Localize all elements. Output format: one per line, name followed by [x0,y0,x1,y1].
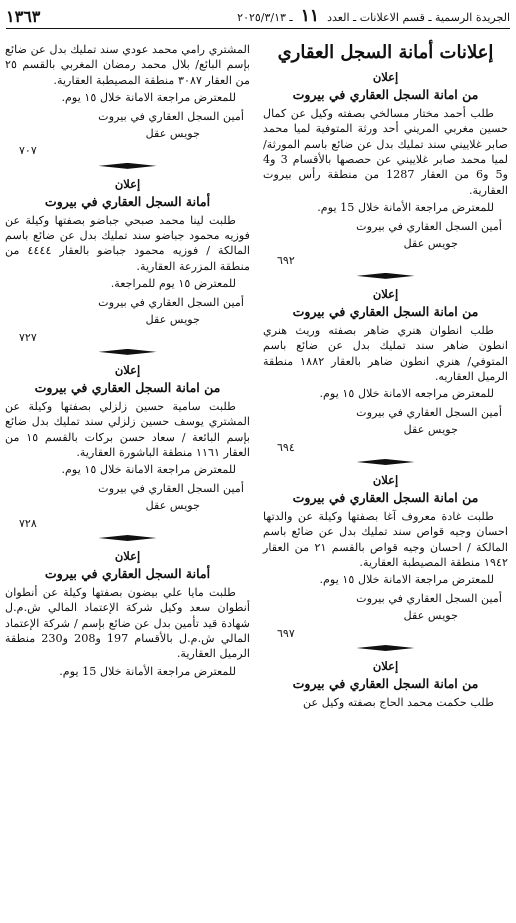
announcement [263,70,508,269]
announcement-body: طلب حكمت محمد الحاج بصفته وكيل عن [302,695,494,709]
announcement-body: طلبت سامية حسين زلزلي بصفتها وكيلة عن المشتري يوسف حسين زلزلي سند تمليك بدل ضائع بإسم البائعة / سعاد حسن بركات بالقسم ١٥ من العقار ١١٦١ منطقة الباشورة العقارية. [5,399,250,459]
registrar-title: أمين السجل العقاري في بيروت [356,591,502,605]
announcement [263,287,508,455]
announcement-label: إعلان [114,176,141,191]
signer-name: جويس عقل [145,127,200,141]
announcement-body: طلبت غادة معروف آغا بصفتها وكيلة عن والدتها احسان وجيه قواص سند تمليك بدل عن ضائع باسم المالكة / احسان وجيه قواص بالقسم ٢١ من العقار ١٩٤٢ منطقة المصيطبة العقارية. [263,509,508,569]
signer-name: جويس عقل [403,423,458,437]
objector-notice: للمعترض مراجعة الأمانة خلال 15 يوم. [317,201,494,215]
registrar-title: أمين السجل العقاري في بيروت [356,219,502,233]
divider [263,273,508,279]
objector-notice: للمعترض مراجعة الامانة خلال ١٥ يوم. [319,573,494,587]
registrar-title: أمين السجل العقاري في بيروت [98,481,244,495]
announcement-label: إعلان [114,548,141,563]
registrar-title: أمين السجل العقاري في بيروت [356,405,502,419]
divider [263,459,508,465]
signer-name: جويس عقل [145,313,200,327]
issue-date: ـ ٢٠٢٥/٣/١٣ [237,11,293,24]
registrar-title: أمين السجل العقاري في بيروت [98,295,244,309]
announcement-number: ٦٩٧ [277,626,295,640]
divider [5,163,250,169]
announcement-body: طلبت لينا محمد صبحي جباضو بصفتها وكيلة عن فوزيه محمود جباضو سند تمليك بدل عن ضائع باسم المالكة / فوزيه محمود جباضو بالعقار ٤٤٤٤ من منطقة المزرعة العقارية. [5,213,250,273]
divider [5,535,250,541]
left-column [5,42,250,679]
announcement-number: ٧٢٨ [19,516,37,530]
divider [263,645,508,651]
objector-notice: للمعترض مراجعة الامانة خلال ١٥ يوم. [61,463,236,477]
gazette-title: الجريدة الرسمية ـ قسم الاعلانات ـ العدد [327,11,510,24]
page-header [6,4,510,29]
objector-notice: للمعترض مراجعه الامانة خلال ١٥ يوم. [319,387,494,401]
announcement-number: ٧٠٧ [19,144,37,158]
announcement-label: إعلان [114,362,141,377]
header-title-group [237,6,510,26]
announcement-office: من امانة السجل العقاري في بيروت [292,490,479,506]
issue-number: ١١ [300,6,320,26]
section-title: إعلانات أمانة السجل العقاري [277,42,494,63]
announcement [5,177,250,345]
announcement [5,549,250,679]
objector-notice: للمعترض ١٥ يوم للمراجعة. [110,277,236,291]
announcement-label: إعلان [372,659,399,673]
signer-name: جويس عقل [403,237,458,251]
announcement-label: إعلان [372,70,399,84]
announcement-number: ٧٢٧ [19,330,37,344]
announcement [5,42,250,159]
announcement-label: إعلان [372,472,399,487]
announcement-body: طلب أحمد مختار مسالخي بصفته وكيل عن كمال حسين مغربي المريني أحد ورثة المتوفية لميا محمد صابر غلاييني سند تمليك بدل عن ضائع باسم المورثة/لميا محمد صابر غلاييني عن حصصها بالأقسام 3 و4 و5 و6 من العقار 1287 من منطقة رأس بيروت العقارية. [263,106,508,197]
announcement-office: أمانة السجل العقاري في بيروت [44,194,211,210]
announcement-office: من امانة السجل العقاري في بيروت [292,87,479,103]
page-number: ١٣٦٣ [6,6,41,26]
right-column [263,38,508,710]
announcement-office: من امانة السجل العقاري في بيروت [34,380,221,396]
announcement-office: أمانة السجل العقاري في بيروت [44,566,211,582]
announcement-label: إعلان [372,286,399,301]
announcement-number: ٦٩٤ [277,440,295,454]
signer-name: جويس عقل [403,609,458,623]
divider [5,349,250,355]
objector-notice: للمعترض مراجعة الامانة خلال ١٥ يوم. [61,91,236,105]
announcement-body: طلب انطوان هنري ضاهر بصفته وريث هنري انطون ضاهر سند تمليك بدل عن ضائع باسم المتوفي/ هنري انطون ضاهر بالعقار ١٨٨٢ منطقة الرميل العقاريه. [263,323,508,383]
announcement-office: من امانة السجل العقاري في بيروت [292,676,479,692]
announcement [263,473,508,641]
signer-name: جويس عقل [145,499,200,513]
announcement [5,363,250,531]
announcement-number: ٦٩٢ [277,254,295,268]
announcement-body: طلبت مايا علي بيضون بصفتها وكيلة عن أنطوان أنطوان سعد وكيل شركة الإعتماد المالي ش.م.ل شهادة قيد تأمين بدل عن ضائع بإسم / شركة الإعتماد المالي ش.م.ل بالأقسام 197 و208 و230 منطقة الرميل العقارية. [5,585,250,661]
objector-notice: للمعترض مراجعة الأمانة خلال 15 يوم. [59,664,236,678]
announcement-body: المشتري رامي محمد عودي سند تمليك بدل عن ضائع بإسم البائع/ بلال محمد رمضان المغربي بالقسم ٢٥ من العقار ٣٠٨٧ منطقة المصيطبة العقارية. [5,43,250,87]
announcement-office: من امانة السجل العقاري في بيروت [292,304,479,320]
announcement [263,659,508,710]
registrar-title: أمين السجل العقاري في بيروت [98,109,244,123]
